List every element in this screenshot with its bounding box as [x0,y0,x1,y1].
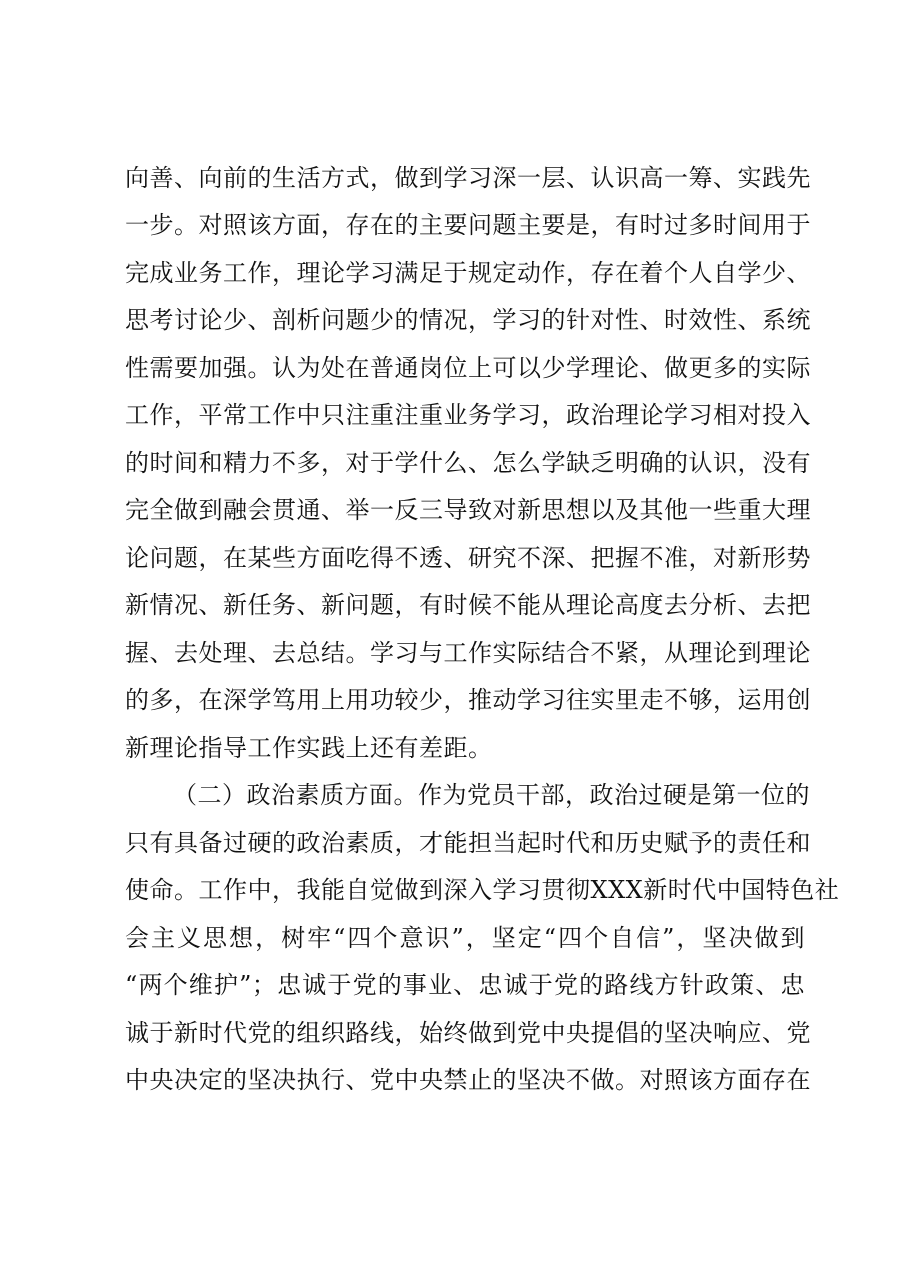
text-line: 思考讨论少、剖析问题少的情况，学习的针对性、时效性、系统 [125,306,811,334]
text-line: 性需要加强。认为处在普通岗位上可以少学理论、做更多的实际 [125,354,811,382]
text-line: 完全做到融会贯通、举一反三导致对新思想以及其他一些重大理 [125,496,811,524]
text-line: 论问题，在某些方面吃得不透、研究不深、把握不准，对新形势 [125,544,811,572]
text-line: 中央决定的坚决执行、党中央禁止的坚决不做。对照该方面存在 [125,1066,811,1094]
text-line: 新理论指导工作实践上还有差距。 [125,734,493,762]
text-line: 一步。对照该方面，存在的主要问题主要是，有时过多时间用于 [125,211,811,239]
text-line: 新情况、新任务、新问题，有时候不能从理论高度去分析、去把 [125,591,811,619]
text-line: 完成业务工作，理论学习满足于规定动作，存在着个人自学少、 [125,259,811,287]
text-line: 工作，平常工作中只注重注重业务学习，政治理论学习相对投入 [125,401,811,429]
text-line: 使命。工作中，我能自觉做到深入学习贯彻XXX新时代中国特色社 [125,876,840,904]
text-line: 只有具备过硬的政治素质，才能担当起时代和历史赋予的责任和 [125,829,811,857]
text-line: 的多，在深学笃用上用功较少，推动学习往实里走不够，运用创 [125,686,811,714]
text-line: 握、去处理、去总结。学习与工作实际结合不紧，从理论到理论 [125,639,811,667]
text-line: 的时间和精力不多，对于学什么、怎么学缺乏明确的认识，没有 [125,449,811,477]
text-line: 向善、向前的生活方式，做到学习深一层、认识高一筹、实践先 [125,164,811,192]
text-line: （二）政治素质方面。作为党员干部，政治过硬是第一位的 [173,781,810,809]
text-line: “两个维护”；忠诚于党的事业、忠诚于党的路线方针政策、忠 [125,971,805,999]
text-line: 诚于新时代党的组织路线，始终做到党中央提倡的坚决响应、党 [125,1019,811,1047]
text-line: 会主义思想，树牢“四个意识”，坚定“四个自信”，坚决做到 [125,924,805,952]
